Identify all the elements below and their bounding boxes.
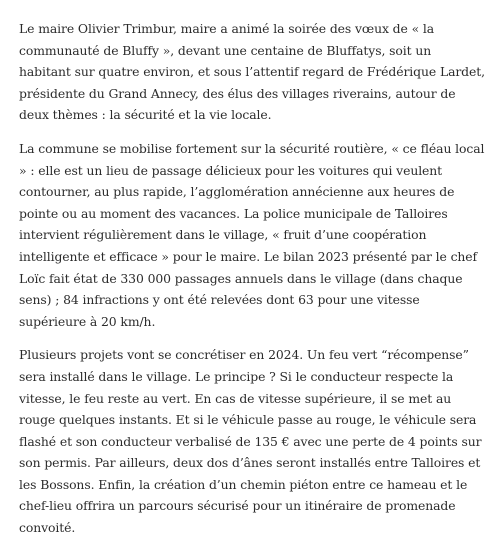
paragraph-intro: Le maire Olivier Trimbur, maire a animé la soirée des vœux de « la communauté de Bluffy », devant une centaine de Bluffatys, soit un habitant sur quatre environ, et sous l’attentif regard de Frédérique Lardet, présidente du Grand Annecy, des élus des villages riverains, autour de deux thèmes : la sécurité et la vie locale. [19, 21, 485, 123]
paragraph-projects: Plusieurs projets vont se concrétiser en 2024. Un feu vert “récompense” sera installé dans le village. Le principe ? Si le conducteur respecte la vitesse, le feu reste au vert. En cas de vitesse supérieure, il se met au rouge quelques instants. Et si le véhicule passe au rouge, le véhicule sera flashé et son conducteur verbalisé de 135 € avec une perte de 4 points sur son permis. Par ailleurs, deux dos d’ânes seront installés entre Talloires et les Bossons. Enfin, la création d’un chemin piéton entre ce hameau et le chef-lieu offrira un parcours sécurisé pour un itinéraire de promenade convoité. [19, 347, 482, 536]
article-body [19, 18, 485, 539]
paragraph-road-safety: La commune se mobilise fortement sur la sécurité routière, « ce fléau local » : elle est un lieu de passage délicieux pour les voitures qui veulent contourner, au plus rapide, l’agglomération annécienne aux heures de pointe ou au moment des vacances. La police municipale de Talloires intervient régulièrement dans le village, « fruit d’une coopération intelligente et efficace » pour le maire. Le bilan 2023 présenté par le chef Loïc fait état de 330 000 passages annuels dans le village (dans chaque sens) ; 84 infractions y ont été relevées dont 63 pour une vitesse supérieure à 20 km/h. [19, 140, 485, 329]
